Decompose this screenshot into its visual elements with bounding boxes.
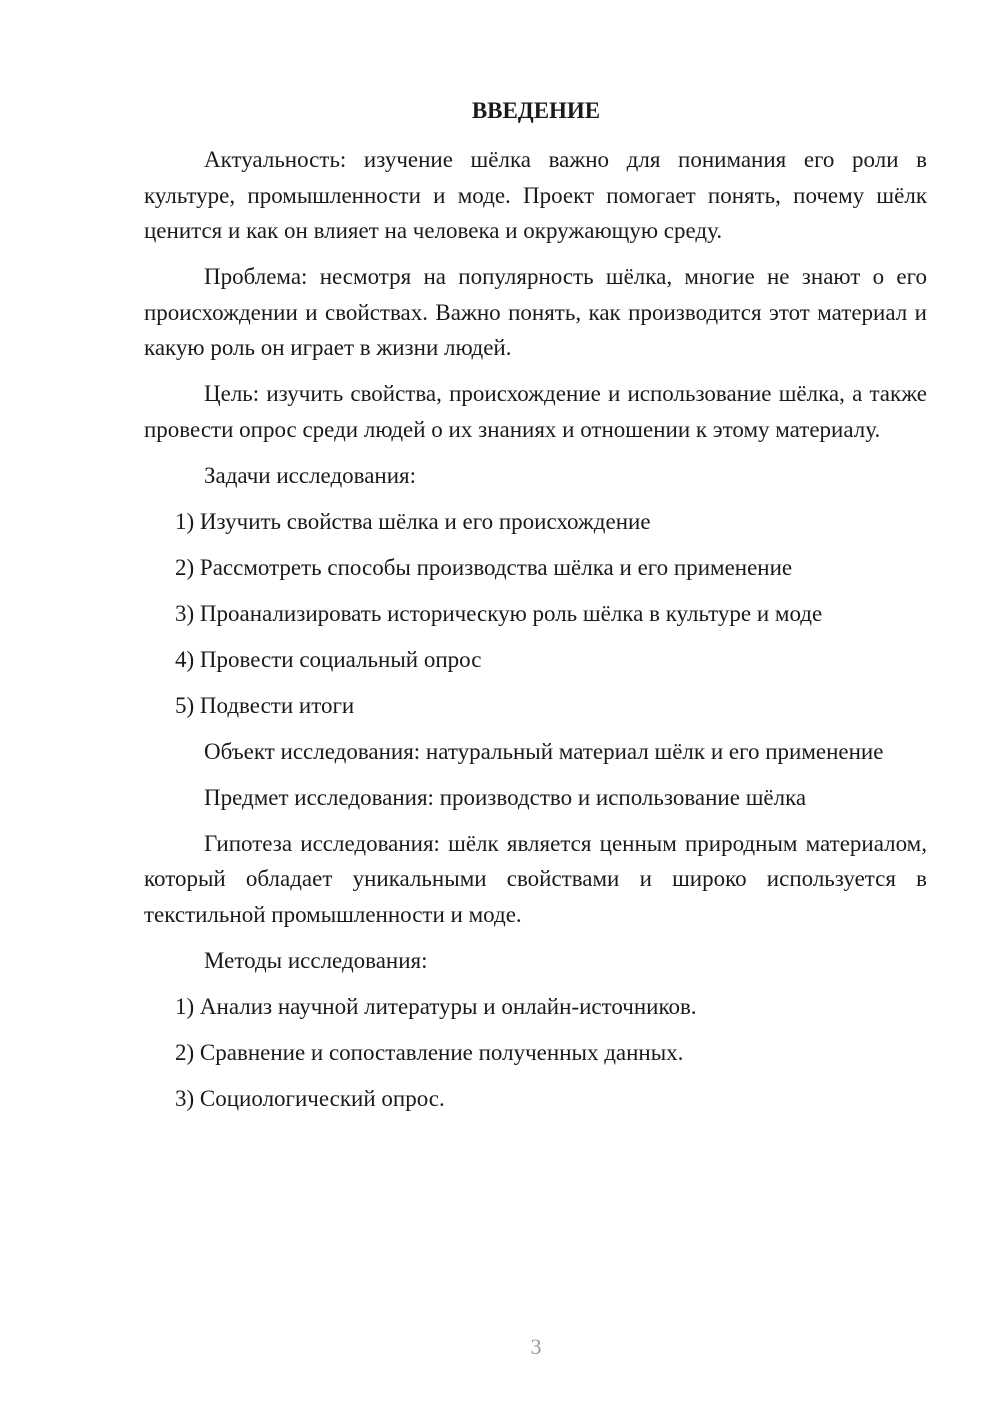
subject-paragraph: Предмет исследования: производство и использование шёлка [204,784,807,810]
method-item: 1) Анализ научной литературы и онлайн-источников. [175,993,697,1019]
hypothesis-paragraph: Гипотеза исследования: шёлк является ценным природным материалом, который обладает уникальными свойствами и широко используется в текстильной промышленности и моде. [144,830,927,927]
object-paragraph: Объект исследования: натуральный материал шёлк и его применение [204,738,884,764]
problem-paragraph: Проблема: несмотря на популярность шёлка, многие не знают о его происхождении и свойствах. Важно понять, как производится этот материал и какую роль он играет в жизни людей. [144,264,927,360]
section-heading: ВВЕДЕНИЕ [471,98,601,123]
task-item: 2) Рассмотреть способы производства шёлка и его применение [175,554,793,580]
goal-paragraph: Цель: изучить свойства, происхождение и использование шёлка, а также провести опрос среди людей о их знаниях и отношении к этому материалу. [144,381,927,442]
method-item: 2) Сравнение и сопоставление полученных данных. [175,1039,684,1065]
methods-title: Методы исследования: [204,947,428,973]
task-item: 1) Изучить свойства шёлка и его происхождение [175,508,651,534]
relevance-paragraph: Актуальность: изучение шёлка важно для понимания его роли в культуре, промышленности и моде. Проект помогает понять, почему шёлк ценится и как он влияет на человека и окружающую среду. [144,147,927,243]
task-item: 3) Проанализировать историческую роль шёлка в культуре и моде [175,600,823,626]
method-item: 3) Социологический опрос. [175,1085,445,1111]
page-number: 3 [530,1334,542,1359]
task-item: 4) Провести социальный опрос [175,646,482,672]
tasks-title: Задачи исследования: [204,462,417,488]
document-body [144,142,927,1127]
task-item: 5) Подвести итоги [175,692,355,718]
